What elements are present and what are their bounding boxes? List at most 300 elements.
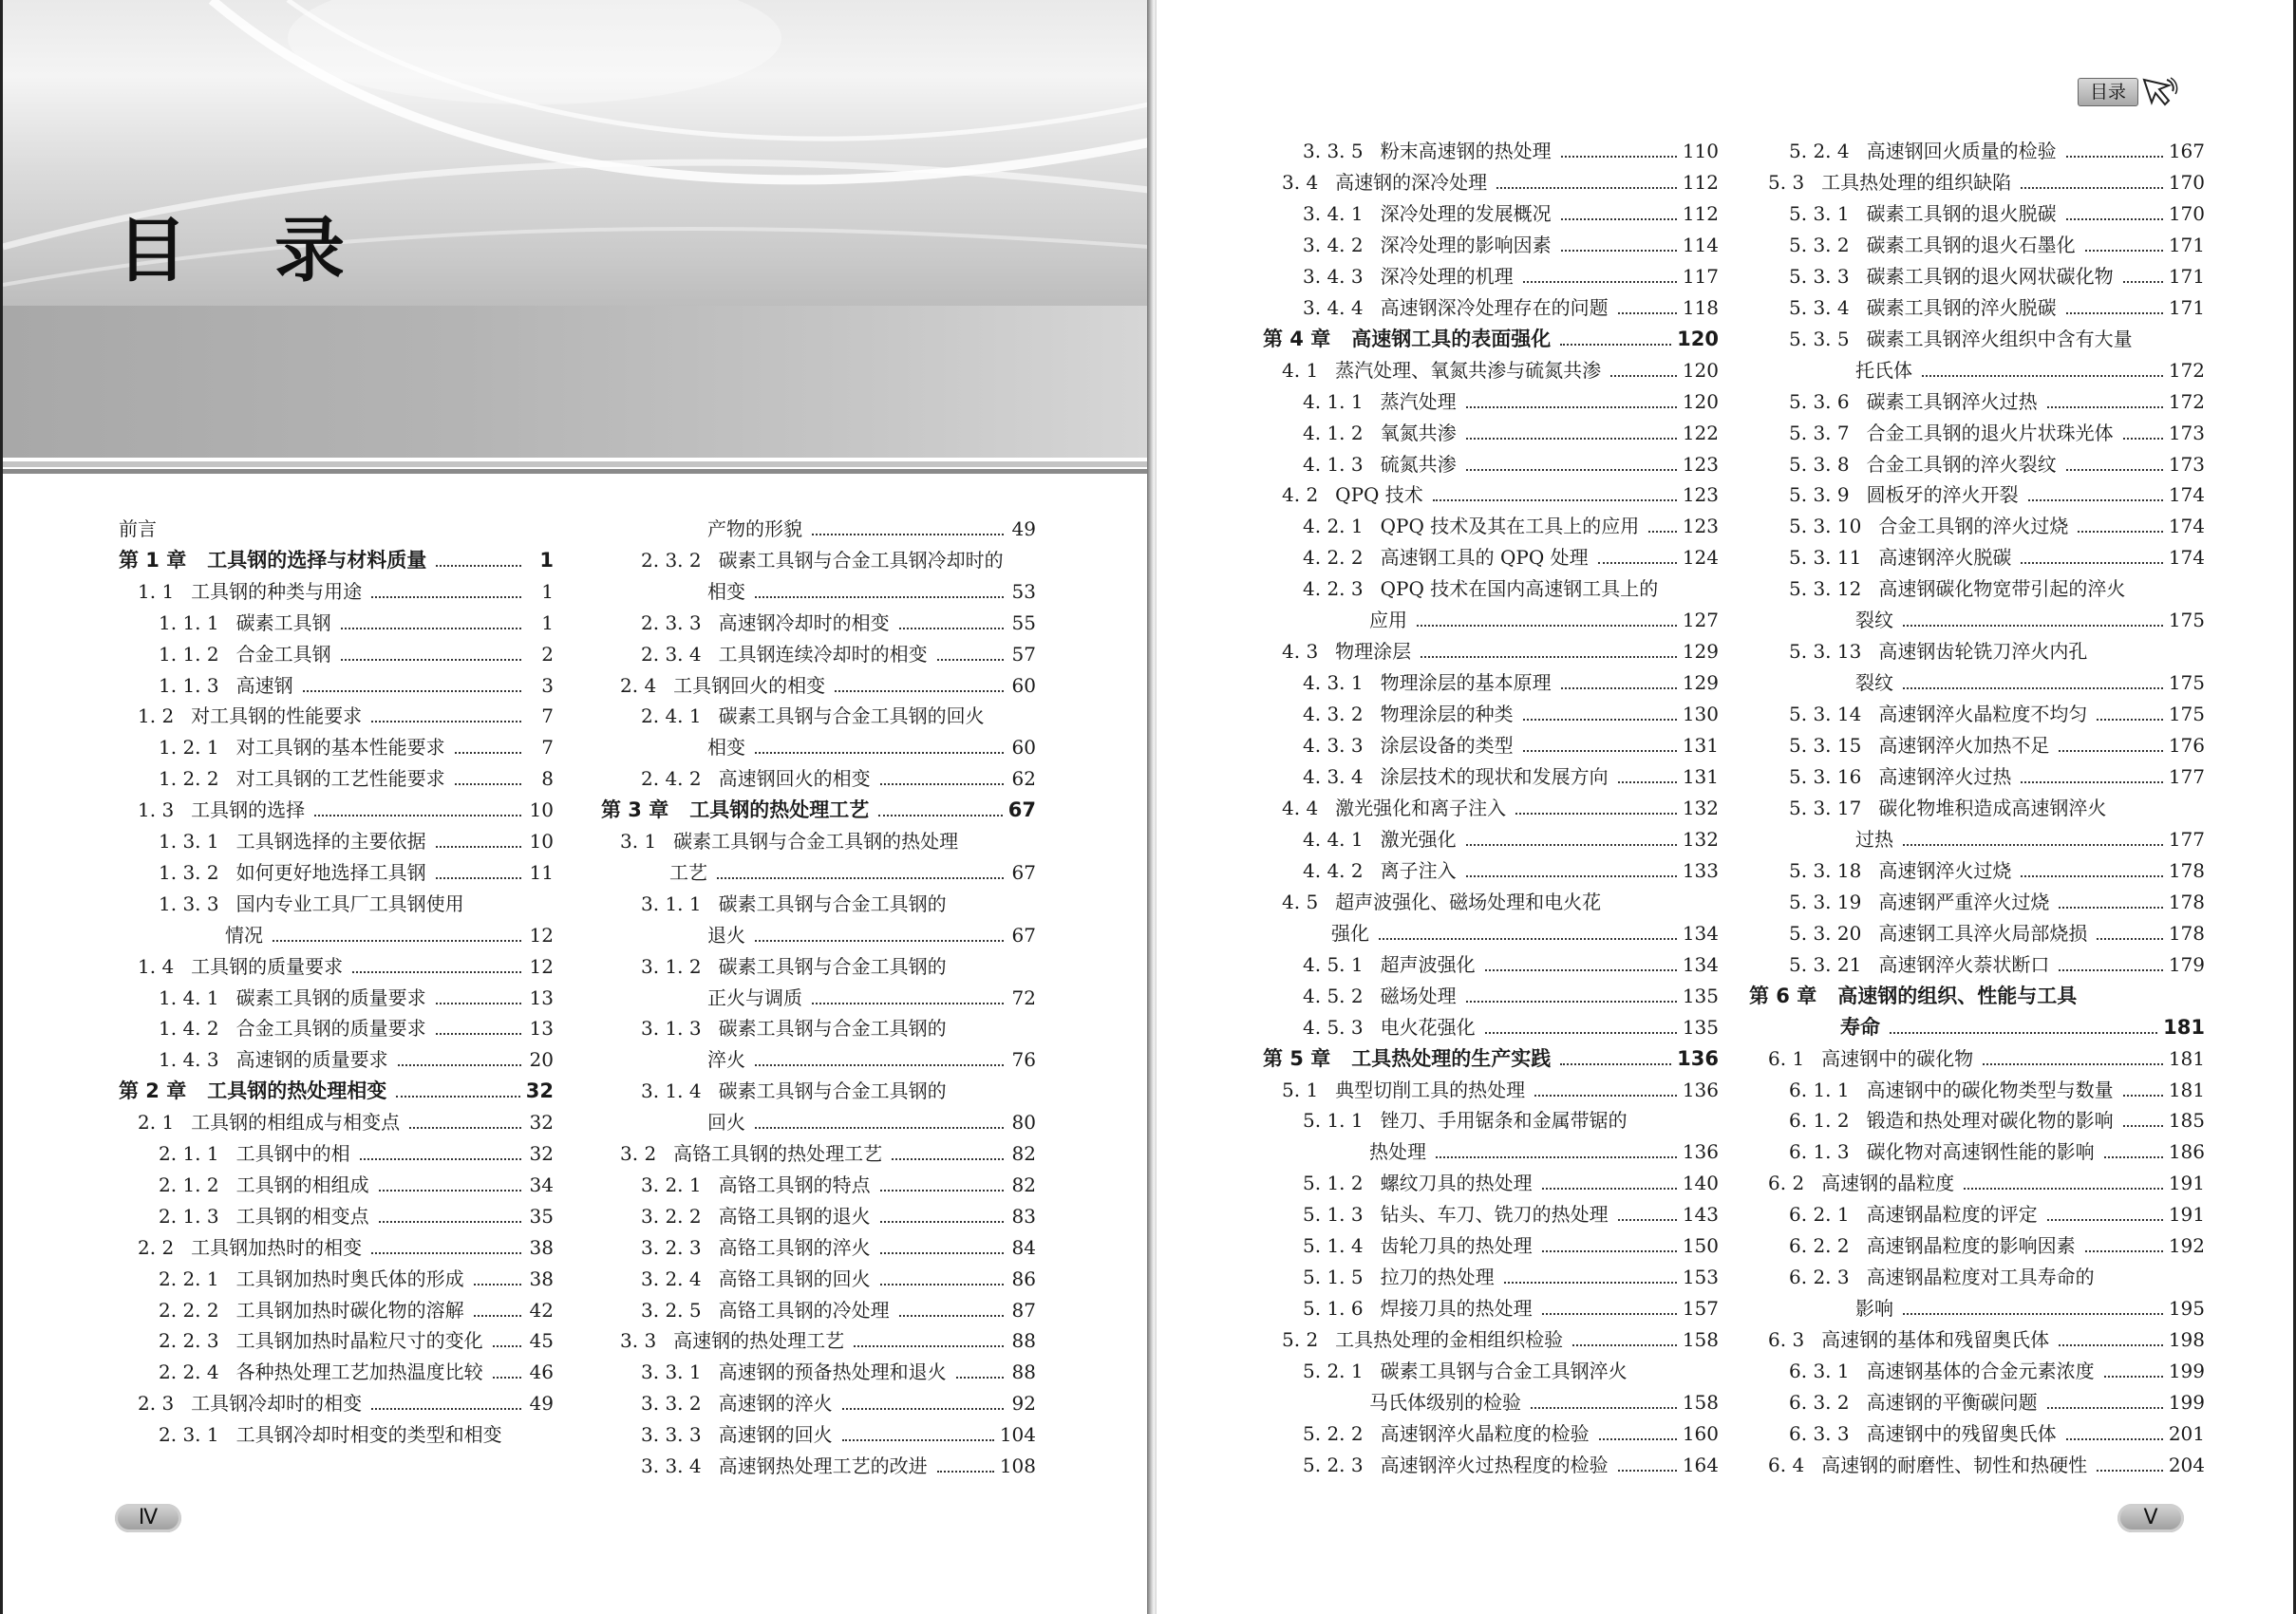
toc-entry-number: 3. 3. 3 [641, 1423, 702, 1447]
toc-entry [641, 764, 1036, 793]
toc-entry-title: 高速钢晶粒度的影响因素 [1866, 1234, 2076, 1258]
toc-entry [641, 702, 1036, 730]
dot-leader [379, 1173, 521, 1192]
dot-leader [2059, 890, 2162, 909]
toc-entry-page: 176 [2168, 734, 2205, 758]
toc-entry-number: 1. 3. 2 [159, 860, 219, 884]
toc-entry-title: 工具钢中的相 [235, 1142, 350, 1165]
toc-entry-title: 相变 [707, 736, 745, 760]
toc-entry-title: 工具钢的相组成 [235, 1173, 369, 1196]
dot-leader [273, 923, 521, 942]
toc-entry-number: 6. 3. 1 [1789, 1360, 1850, 1383]
toc-entry-page: 157 [1682, 1297, 1719, 1321]
toc-entry-title: 碳素工具钢的退火脱碳 [1866, 201, 2057, 225]
toc-entry [1768, 168, 2205, 197]
toc-entry-title: 蒸汽处理 [1380, 389, 1457, 413]
toc-entry-title: 工具钢加热时碳化物的溶解 [235, 1298, 464, 1322]
dot-leader [2123, 421, 2163, 440]
toc-entry [1282, 168, 1719, 197]
toc-entry-number: 6. 2. 1 [1789, 1203, 1850, 1227]
toc-entry-number: 5. 3. 18 [1789, 858, 1862, 882]
toc-entry-number: 1. 3. 1 [159, 830, 219, 853]
toc-entry-number: 6. 3 [1768, 1328, 1805, 1352]
toc-entry-page: 158 [1682, 1391, 1719, 1414]
toc-entry-page: 140 [1682, 1172, 1719, 1195]
toc-entry-title: 高速钢工具的表面强化 [1351, 327, 1552, 350]
toc-entry-number: 2. 1. 3 [159, 1204, 219, 1228]
toc-entry-number: 第 3 章 [601, 798, 669, 822]
toc-entry-page: 135 [1682, 984, 1719, 1007]
toc-entry-page: 67 [1007, 798, 1036, 822]
dot-leader [2021, 545, 2162, 564]
toc-entry-page: 143 [1682, 1203, 1719, 1227]
toc-entry-number: 5. 3. 19 [1789, 890, 1862, 913]
toc-chapter-entry [601, 796, 1036, 824]
toc-entry-number: 1. 1. 1 [159, 610, 219, 634]
toc-entry [159, 609, 554, 637]
toc-entry [1768, 1044, 2205, 1073]
toc-entry-page: 53 [1011, 579, 1036, 603]
toc-entry-page: 1 [541, 579, 554, 603]
toc-entry-number: 3. 2. 4 [641, 1267, 702, 1290]
toc-entry-page: 80 [1011, 1111, 1036, 1135]
toc-entry-page: 46 [529, 1361, 554, 1384]
toc-entry [1282, 480, 1719, 509]
toc-entry-title: 碳化物对高速钢性能的影响 [1866, 1140, 2095, 1164]
toc-entry-number: 2. 4 [620, 673, 657, 697]
toc-entry [1303, 137, 1719, 165]
toc-entry-page: 12 [529, 923, 554, 947]
toc-entry-number: 5. 1. 1 [1303, 1109, 1364, 1133]
toc-entry-number: 1. 2. 1 [159, 736, 219, 760]
toc-entry [1303, 1169, 1719, 1197]
toc-entry-page: 131 [1682, 734, 1719, 758]
dot-leader [1485, 1015, 1677, 1034]
toc-entry-number: 3. 3 [620, 1329, 657, 1353]
toc-entry-title: 高速钢晶粒度的评定 [1866, 1203, 2038, 1227]
toc-entry-title: 磁场处理 [1380, 984, 1457, 1007]
toc-entry-page: 170 [2168, 170, 2205, 194]
toc-entry-title: 焊接刀具的热处理 [1380, 1297, 1533, 1321]
toc-entry-number: 3. 1. 3 [641, 1017, 702, 1041]
toc-entry [159, 1045, 554, 1074]
toc-entry [138, 952, 554, 981]
dot-leader [436, 829, 521, 848]
toc-entry [1789, 262, 2205, 291]
toc-entry-page: 153 [1682, 1266, 1719, 1289]
toc-entry-page: 160 [1682, 1421, 1719, 1445]
toc-entry-number: 3. 3. 5 [1303, 140, 1364, 162]
toc-entry-title: 热处理 [1369, 1140, 1426, 1164]
toc-chapter-entry [119, 546, 554, 574]
toc-entry-page: 60 [1011, 736, 1036, 760]
toc-entry-number: 1. 4 [138, 954, 175, 978]
dot-leader [1523, 264, 1677, 283]
toc-entry-title: 超声波强化、磁场处理和电火花 [1335, 890, 1602, 913]
toc-entry-title: 高速钢热处理工艺的改进 [718, 1454, 928, 1477]
dot-leader [474, 1267, 521, 1286]
toc-entry-number: 4. 3. 2 [1303, 703, 1364, 726]
dot-leader [2085, 233, 2163, 252]
dot-leader [937, 1454, 994, 1473]
dot-leader [2047, 389, 2163, 408]
toc-entry-number: 第 5 章 [1263, 1046, 1331, 1070]
toc-entry [1303, 1419, 1719, 1448]
toc-entry-title: 高速钢的晶粒度 [1821, 1172, 1955, 1195]
toc-entry-page: 123 [1682, 452, 1719, 476]
toc-entry-page: 84 [1011, 1235, 1036, 1259]
toc-column-3 [1263, 137, 1719, 1511]
toc-entry-page: 174 [2168, 515, 2205, 538]
toc-entry-page: 7 [541, 736, 554, 760]
toc-entry-title: 锻造和热处理对碳化物的影响 [1866, 1109, 2114, 1133]
dot-leader [2047, 1390, 2163, 1409]
toc-entry-number: 3. 3. 2 [641, 1392, 702, 1416]
toc-entry [159, 1326, 554, 1355]
toc-entry [1789, 231, 2205, 259]
toc-entry-title: 工具钢回火的相变 [673, 673, 826, 697]
toc-entry [1303, 543, 1719, 572]
toc-entry-page: 42 [529, 1298, 554, 1322]
toc-entry-number: 5. 1. 4 [1303, 1234, 1364, 1258]
toc-entry-number: 5. 3. 3 [1789, 264, 1850, 288]
toc-entry-page: 178 [2168, 921, 2205, 945]
toc-entry [159, 1014, 554, 1042]
toc-entry [1303, 825, 1719, 854]
dot-leader [1572, 1327, 1677, 1346]
dot-leader [398, 1047, 521, 1066]
toc-entry-title: 强化 [1331, 921, 1369, 945]
toc-entry [641, 1389, 1036, 1417]
toc-entry [1303, 668, 1719, 697]
toc-entry [707, 733, 1036, 761]
toc-entry-number: 5. 2. 4 [1789, 140, 1850, 162]
toc-entry-title: 工具热处理的生产实践 [1351, 1046, 1552, 1070]
toc-entry-number: 1. 4. 2 [159, 1017, 219, 1041]
dot-leader [2066, 295, 2163, 314]
toc-entry [641, 1202, 1036, 1230]
dot-leader [2028, 482, 2163, 501]
toc-entry-page: 32 [525, 1079, 554, 1103]
toc-entry-title: 高速钢冷却时的相变 [718, 610, 890, 634]
toc-entry-title: 碳素工具钢与合金工具钢的 [718, 891, 947, 915]
toc-entry-title: QPQ 技术及其在工具上的应用 [1380, 515, 1640, 538]
toc-entry-number: 6. 1. 1 [1789, 1078, 1850, 1101]
dot-leader [436, 548, 521, 567]
dot-leader [352, 954, 521, 973]
toc-entry-page: 171 [2168, 295, 2205, 319]
dot-leader [2059, 1327, 2163, 1346]
toc-entry-page: 11 [529, 860, 554, 884]
toc-entry [1789, 325, 2205, 353]
toc-column-4 [1749, 137, 2205, 1511]
toc-entry-title: 激光强化 [1380, 827, 1457, 851]
toc-entry-title: 高速钢回火质量的检验 [1866, 140, 2057, 162]
dot-leader [2104, 1139, 2163, 1158]
toc-entry-number: 2. 4. 1 [641, 704, 702, 728]
dot-leader [303, 673, 521, 692]
toc-entry-title: 深冷处理的机理 [1380, 264, 1514, 288]
dot-leader [436, 1016, 521, 1035]
toc-entry-page: 201 [2168, 1421, 2205, 1445]
toc-entry-title: 螺纹刀具的热处理 [1380, 1172, 1533, 1195]
toc-entry-page: 120 [1682, 358, 1719, 382]
toc-entry [1303, 731, 1719, 760]
toc-entry [159, 858, 554, 887]
dot-leader [812, 516, 1004, 535]
toc-entry-number: 4. 4. 1 [1303, 827, 1364, 851]
toc-entry-page: 129 [1682, 640, 1719, 664]
dot-leader [1523, 702, 1677, 721]
dot-leader [436, 985, 521, 1004]
toc-entry-page: 158 [1682, 1328, 1719, 1352]
toc-entry-number: 5. 2. 3 [1303, 1453, 1364, 1476]
dot-leader [1523, 733, 1677, 752]
toc-entry [1303, 1200, 1719, 1229]
dot-leader [1466, 421, 1677, 440]
toc-entry [1303, 982, 1719, 1010]
dot-leader [956, 1360, 1004, 1379]
dot-leader [812, 985, 1004, 1004]
toc-entry-number: 5. 3 [1768, 170, 1805, 194]
toc-entry [1789, 700, 2205, 728]
toc-entry-page: 34 [529, 1173, 554, 1196]
toc-entry-title: 过热 [1855, 827, 1893, 851]
dot-leader [1561, 139, 1677, 158]
page-number-left: Ⅳ [115, 1504, 181, 1532]
dot-leader [880, 766, 1004, 785]
toc-entry-title: 碳素工具钢与合金工具钢的热处理 [673, 830, 959, 853]
toc-entry-number: 3. 3. 4 [641, 1454, 702, 1477]
page-title: 目录 [117, 210, 432, 291]
dot-leader [2066, 139, 2163, 158]
toc-entry-page: 60 [1011, 673, 1036, 697]
toc-entry [1303, 700, 1719, 728]
toc-entry-title: 高速钢的平衡碳问题 [1866, 1391, 2038, 1414]
toc-entry-number: 6. 3. 2 [1789, 1391, 1850, 1414]
toc-entry-page: 104 [999, 1423, 1036, 1447]
toc-entry-title: 高速钢深冷处理存在的问题 [1380, 295, 1609, 319]
toc-entry [1855, 356, 2205, 385]
toc-entry [1303, 199, 1719, 228]
toc-entry [641, 1014, 1036, 1042]
toc-entry-page: 72 [1011, 985, 1036, 1009]
toc-entry-page: 136 [1677, 1046, 1719, 1070]
toc-entry-page: 136 [1682, 1140, 1719, 1164]
toc-entry-title: 合金工具钢的淬火过烧 [1878, 515, 2069, 538]
toc-entry-number: 5. 2 [1282, 1328, 1319, 1352]
toc-entry [1789, 950, 2205, 979]
toc-entry-number: 1. 3 [138, 798, 175, 822]
dot-leader [1436, 1139, 1677, 1158]
toc-entry-number: 3. 4. 2 [1303, 233, 1364, 256]
toc-entry-page: 181 [2163, 1015, 2205, 1039]
toc-entry-title: 高铬工具钢的退火 [718, 1204, 871, 1228]
toc-entry [159, 1202, 554, 1230]
toc-entry-page: 172 [2168, 358, 2205, 382]
dot-leader [409, 1110, 521, 1129]
dot-leader [1599, 1421, 1677, 1440]
toc-entry-title: 高速钢齿轮铣刀淬火内孔 [1878, 640, 2088, 664]
toc-entry [1789, 1106, 2205, 1135]
toc-entry [1789, 512, 2205, 540]
toc-entry-number: 2. 4. 2 [641, 767, 702, 791]
toc-entry-title: 高速钢晶粒度对工具寿命的 [1866, 1266, 2095, 1289]
toc-entry [1789, 919, 2205, 948]
toc-entry-title: 正火与调质 [707, 985, 802, 1009]
toc-column-1 [119, 515, 554, 1480]
toc-entry [641, 890, 1036, 918]
dot-leader [1515, 796, 1677, 815]
toc-entry-page: 127 [1682, 609, 1719, 632]
dot-leader [1648, 514, 1677, 533]
dot-leader [371, 704, 521, 723]
dot-leader [2097, 1453, 2163, 1472]
dot-leader [493, 1328, 521, 1347]
toc-entry-page: 7 [541, 704, 554, 728]
toc-entry-page: 57 [1011, 642, 1036, 666]
toc-entry [1303, 1451, 1719, 1479]
toc-entry [159, 1139, 554, 1168]
toc-entry-number: 5. 3. 17 [1789, 796, 1862, 819]
toc-entry-page: 134 [1682, 952, 1719, 976]
dot-leader [937, 642, 1004, 661]
dot-leader [2066, 452, 2163, 471]
toc-entry-page: 117 [1682, 264, 1719, 288]
toc-entry-title: 高铬工具钢的回火 [718, 1267, 871, 1290]
toc-entry-number: 1. 3. 3 [159, 891, 219, 915]
dot-leader [1417, 608, 1677, 627]
toc-entry-number: 第 1 章 [119, 548, 187, 572]
toc-entry-page: 171 [2168, 264, 2205, 288]
toc-entry-title: 退火 [707, 923, 745, 947]
toc-entry-number: 6. 2 [1768, 1172, 1805, 1195]
toc-entry-number: 4. 3. 1 [1303, 671, 1364, 695]
dot-leader [1903, 670, 2163, 689]
dot-leader [493, 1360, 521, 1379]
dot-leader [1534, 1078, 1677, 1097]
toc-entry-title: 锉刀、手用锯条和金属带锯的 [1380, 1109, 1628, 1133]
toc-entry [159, 827, 554, 855]
dot-leader [899, 610, 1004, 629]
dot-leader [1610, 358, 1677, 377]
dot-leader [755, 579, 1004, 598]
toc-entry-page: 192 [2168, 1234, 2205, 1258]
toc-entry-page: 118 [1682, 295, 1719, 319]
dot-leader [1542, 1296, 1677, 1315]
toc-entry-page: 178 [2168, 858, 2205, 882]
toc-entry-number: 5. 3. 6 [1789, 389, 1850, 413]
toc-entry-number: 4. 4 [1282, 796, 1319, 819]
toc-entry-title: 碳素工具钢淬火组织中含有大量 [1866, 327, 2133, 350]
toc-entry-number: 5. 3. 8 [1789, 452, 1850, 476]
toc-entry-title: 高速钢的耐磨性、韧性和热硬性 [1821, 1453, 2088, 1476]
toc-entry-number: 5. 3. 12 [1789, 577, 1862, 601]
toc-entry [1282, 1325, 1719, 1354]
toc-entry [1303, 762, 1719, 791]
toc-entry-title: 碳素工具钢的退火网状碳化物 [1866, 264, 2114, 288]
toc-entry-number: 4. 1 [1282, 358, 1319, 382]
toc-entry-title: 物理涂层的基本原理 [1380, 671, 1552, 695]
toc-entry-page: 179 [2168, 952, 2205, 976]
toc-entry-page: 129 [1682, 671, 1719, 695]
toc-entry-number: 4. 2 [1282, 483, 1319, 507]
toc-entry [641, 1171, 1036, 1199]
toc-entry-page: 170 [2168, 201, 2205, 225]
toc-entry-title: 涂层技术的现状和发展方向 [1380, 765, 1609, 788]
toc-entry-number: 4. 2. 3 [1303, 577, 1364, 601]
toc-header-tag: 目录 [2078, 78, 2138, 106]
dot-leader [1618, 1453, 1677, 1472]
toc-entry-number: 5. 3. 9 [1789, 483, 1850, 507]
toc-entry-number: 6. 1. 2 [1789, 1109, 1850, 1133]
toc-entry-page: 82 [1011, 1142, 1036, 1165]
toc-entry-number: 4. 1. 2 [1303, 421, 1364, 444]
toc-entry-page: 38 [529, 1267, 554, 1290]
toc-entry-number: 3. 4. 3 [1303, 264, 1364, 288]
toc-entry [138, 796, 554, 824]
toc-entry-number: 第 6 章 [1749, 984, 1817, 1007]
toc-entry [1303, 1357, 1719, 1385]
toc-entry-number: 5. 3. 7 [1789, 421, 1850, 444]
toc-entry-page: 38 [529, 1235, 554, 1259]
toc-entry-title: 对工具钢的工艺性能要求 [235, 767, 445, 791]
toc-entry-title: 高速钢淬火晶粒度不均匀 [1878, 703, 2088, 726]
toc-entry-title: 碳素工具钢的退火石墨化 [1866, 233, 2076, 256]
toc-entry-title: 合金工具钢的退火片状珠光体 [1866, 421, 2114, 444]
toc-entry-page: 150 [1682, 1234, 1719, 1258]
toc-entry-number: 2. 2. 2 [159, 1298, 219, 1322]
toc-entry-number: 3. 3. 1 [641, 1361, 702, 1384]
toc-entry-page: 112 [1682, 201, 1719, 225]
toc-entry [707, 1045, 1036, 1074]
toc-entry-number: 5. 3. 4 [1789, 295, 1850, 319]
toc-chapter-entry [1749, 982, 2205, 1010]
toc-entry [1303, 512, 1719, 540]
toc-entry-title: 工具热处理的金相组织检验 [1335, 1328, 1564, 1352]
toc-entry [1789, 1200, 2205, 1229]
toc-entry-number: 4. 4. 2 [1303, 858, 1364, 882]
toc-entry [1789, 1357, 2205, 1385]
toc-entry-page: 32 [529, 1142, 554, 1165]
toc-entry-title: 合金工具钢 [235, 642, 331, 666]
dot-leader [2097, 921, 2162, 940]
toc-entry [1303, 419, 1719, 447]
toc-entry-number: 3. 1. 1 [641, 891, 702, 915]
toc-entry [620, 827, 1036, 855]
toc-entry-title: 高速钢的预备热处理和退火 [718, 1361, 947, 1384]
toc-entry-page: 20 [529, 1048, 554, 1072]
dot-leader [455, 735, 521, 754]
toc-entry-page: 49 [1011, 517, 1036, 540]
toc-entry-number: 5. 3. 5 [1789, 327, 1850, 350]
toc-entry [1789, 637, 2205, 666]
toc-entry [620, 671, 1036, 700]
cursor-icon [2140, 76, 2178, 108]
dot-leader [880, 1267, 1004, 1286]
toc-entry-number: 1. 2. 2 [159, 767, 219, 791]
dot-leader [1542, 1233, 1677, 1252]
toc-entry-number: 4. 5. 3 [1303, 1015, 1364, 1039]
dot-leader [1903, 608, 2163, 627]
toc-entry-number: 1. 1 [138, 579, 175, 603]
dot-leader [1618, 764, 1677, 783]
dot-leader [880, 1173, 1004, 1192]
dot-leader [1890, 1015, 2157, 1034]
toc-entry [1282, 1076, 1719, 1104]
toc-entry-number: 2. 3. 2 [641, 548, 702, 572]
dot-leader [1922, 358, 2163, 377]
